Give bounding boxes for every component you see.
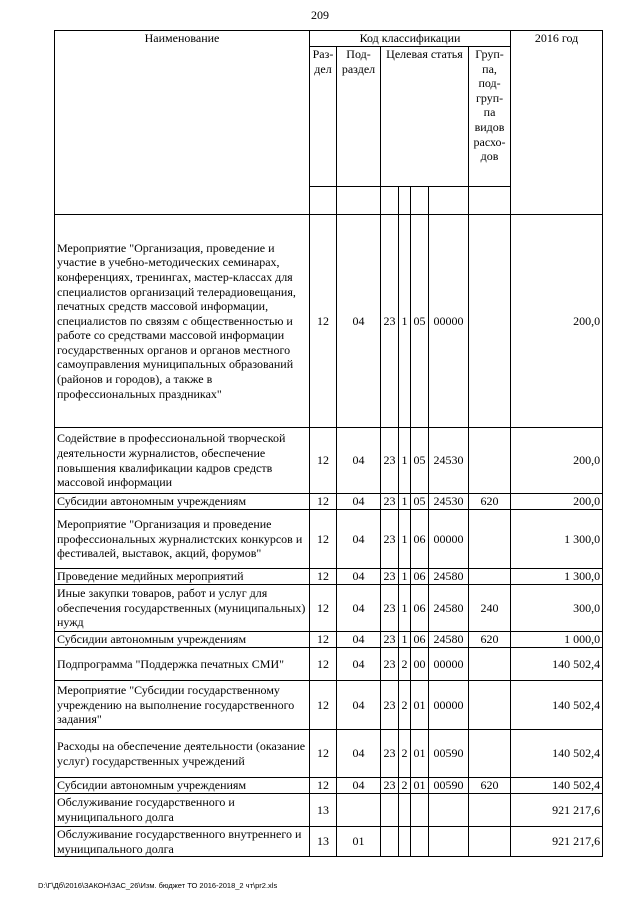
table-row <box>55 827 603 857</box>
row-expense-type: 240 <box>469 585 511 632</box>
row-expense-type: 620 <box>469 778 511 794</box>
row-target-event <box>411 794 429 827</box>
row-target-subprogram: 1 <box>399 585 411 632</box>
row-name: Обслуживание государственного внутреннего и муниципального долга <box>55 827 310 857</box>
row-expense-type <box>469 510 511 569</box>
row-target-subprogram <box>399 827 411 857</box>
budget-table <box>54 30 603 857</box>
row-section: 12 <box>310 494 337 510</box>
row-name: Иные закупки товаров, работ и услуг для обеспечения государственных (муниципальных) нужд <box>55 585 310 632</box>
row-subsection: 04 <box>337 632 381 648</box>
row-target-event <box>411 827 429 857</box>
row-subsection: 01 <box>337 827 381 857</box>
row-target-program: 23 <box>381 428 399 494</box>
table-row <box>55 648 603 681</box>
row-section: 12 <box>310 632 337 648</box>
row-subsection: 04 <box>337 569 381 585</box>
row-target-direction: 00000 <box>429 215 469 428</box>
row-target-event: 00 <box>411 648 429 681</box>
row-subsection: 04 <box>337 428 381 494</box>
row-target-direction: 24580 <box>429 585 469 632</box>
row-section: 12 <box>310 510 337 569</box>
row-section: 12 <box>310 585 337 632</box>
row-amount: 1 300,0 <box>511 510 603 569</box>
row-expense-type <box>469 569 511 585</box>
row-target-direction <box>429 827 469 857</box>
row-target-direction: 24580 <box>429 632 469 648</box>
row-expense-type <box>469 730 511 778</box>
row-target-direction: 00590 <box>429 778 469 794</box>
header-name: Наименование <box>55 31 310 215</box>
row-expense-type: 620 <box>469 632 511 648</box>
row-target-direction: 24580 <box>429 569 469 585</box>
table-row <box>55 510 603 569</box>
row-subsection: 04 <box>337 681 381 730</box>
row-target-direction <box>429 794 469 827</box>
row-target-direction: 00000 <box>429 510 469 569</box>
row-expense-type: 620 <box>469 494 511 510</box>
row-target-direction: 00590 <box>429 730 469 778</box>
header-spacer-cell <box>469 187 511 215</box>
row-amount: 140 502,4 <box>511 778 603 794</box>
table-row <box>55 494 603 510</box>
row-target-subprogram: 2 <box>399 681 411 730</box>
file-path-footer: D:\Г\Дб\2016\ЗАКОН\ЗАС_26\Изм. бюджет ТО 2016-2018_2 чт\pr2.xls <box>38 881 278 890</box>
row-subsection: 04 <box>337 648 381 681</box>
header-target-item: Целевая статья <box>381 47 469 187</box>
row-name: Мероприятие "Субсидии государственному учреждению на выполнение государственного задания" <box>55 681 310 730</box>
row-target-program: 23 <box>381 632 399 648</box>
row-name: Проведение медийных мероприятий <box>55 569 310 585</box>
table-row <box>55 632 603 648</box>
row-target-program: 23 <box>381 681 399 730</box>
row-target-subprogram: 1 <box>399 632 411 648</box>
row-target-program <box>381 794 399 827</box>
row-target-subprogram: 2 <box>399 648 411 681</box>
row-target-direction: 24530 <box>429 494 469 510</box>
row-expense-type <box>469 428 511 494</box>
row-target-event: 06 <box>411 585 429 632</box>
row-target-program: 23 <box>381 215 399 428</box>
row-subsection: 04 <box>337 494 381 510</box>
row-amount: 1 000,0 <box>511 632 603 648</box>
row-name: Обслуживание государственного и муниципального долга <box>55 794 310 827</box>
row-expense-type <box>469 827 511 857</box>
header-spacer-cell <box>310 187 337 215</box>
row-expense-type <box>469 215 511 428</box>
row-amount: 140 502,4 <box>511 730 603 778</box>
row-target-subprogram <box>399 794 411 827</box>
row-section: 12 <box>310 730 337 778</box>
table-body <box>55 215 603 857</box>
row-name: Мероприятие "Организация и проведение профессиональных журналистских конкурсов и фестивалей, выставок, акций, форумов" <box>55 510 310 569</box>
row-amount: 300,0 <box>511 585 603 632</box>
header-classification: Код классификации <box>310 31 511 47</box>
table-row <box>55 215 603 428</box>
header-spacer-cell <box>337 187 381 215</box>
header-expense-group: Груп- па, под- груп- па видов расхо- дов <box>469 47 511 187</box>
header-spacer-cell <box>429 187 469 215</box>
row-amount: 200,0 <box>511 215 603 428</box>
row-target-program: 23 <box>381 648 399 681</box>
row-name: Субсидии автономным учреждениям <box>55 494 310 510</box>
row-section: 12 <box>310 428 337 494</box>
row-name: Содействие в профессиональной творческой деятельности журналистов, обеспечение повышения квалификации кадров средств массовой информации <box>55 428 310 494</box>
header-section: Раз- дел <box>310 47 337 187</box>
page-number: 209 <box>311 8 329 22</box>
row-section: 12 <box>310 648 337 681</box>
header-spacer-cell <box>411 187 429 215</box>
row-section: 13 <box>310 827 337 857</box>
table-row <box>55 569 603 585</box>
row-target-event: 01 <box>411 681 429 730</box>
row-target-event: 05 <box>411 215 429 428</box>
row-target-event: 01 <box>411 778 429 794</box>
row-subsection <box>337 794 381 827</box>
row-target-program: 23 <box>381 494 399 510</box>
row-name: Мероприятие "Организация, проведение и участие в учебно-методических семинарах, конференциях, тренингах, мастер-классах для специалистов организаций телерадиовещания, печатных средств массовой информации, специалистов по связям с общественностью и работе со средствами массовой информации государственных органов и органов местного самоуправления муниципальных образований (районов и городов), а также в профессиональных праздниках" <box>55 215 310 428</box>
header-year: 2016 год <box>511 31 603 215</box>
header-spacer-cell <box>399 187 411 215</box>
header-spacer-cell <box>381 187 399 215</box>
row-subsection: 04 <box>337 730 381 778</box>
table-header <box>55 31 603 215</box>
row-target-subprogram: 1 <box>399 510 411 569</box>
row-subsection: 04 <box>337 585 381 632</box>
row-section: 12 <box>310 215 337 428</box>
row-target-program <box>381 827 399 857</box>
row-name: Подпрограмма "Поддержка печатных СМИ" <box>55 648 310 681</box>
row-amount: 140 502,4 <box>511 681 603 730</box>
row-target-program: 23 <box>381 510 399 569</box>
row-target-program: 23 <box>381 585 399 632</box>
row-name: Субсидии автономным учреждениям <box>55 632 310 648</box>
row-amount: 200,0 <box>511 494 603 510</box>
row-target-event: 05 <box>411 494 429 510</box>
row-amount: 200,0 <box>511 428 603 494</box>
row-target-program: 23 <box>381 730 399 778</box>
row-target-subprogram: 2 <box>399 730 411 778</box>
row-target-program: 23 <box>381 778 399 794</box>
row-target-subprogram: 1 <box>399 569 411 585</box>
row-target-subprogram: 1 <box>399 494 411 510</box>
row-amount: 921 217,6 <box>511 827 603 857</box>
row-subsection: 04 <box>337 215 381 428</box>
table-row <box>55 428 603 494</box>
row-target-subprogram: 1 <box>399 428 411 494</box>
row-amount: 140 502,4 <box>511 648 603 681</box>
row-target-subprogram: 2 <box>399 778 411 794</box>
row-expense-type <box>469 794 511 827</box>
row-name: Расходы на обеспечение деятельности (оказание услуг) государственных учреждений <box>55 730 310 778</box>
row-target-direction: 24530 <box>429 428 469 494</box>
row-subsection: 04 <box>337 510 381 569</box>
table-row <box>55 778 603 794</box>
row-section: 13 <box>310 794 337 827</box>
row-target-direction: 00000 <box>429 681 469 730</box>
row-expense-type <box>469 681 511 730</box>
row-amount: 921 217,6 <box>511 794 603 827</box>
row-section: 12 <box>310 569 337 585</box>
row-target-event: 06 <box>411 632 429 648</box>
row-target-subprogram: 1 <box>399 215 411 428</box>
row-target-event: 01 <box>411 730 429 778</box>
row-target-program: 23 <box>381 569 399 585</box>
row-name: Субсидии автономным учреждениям <box>55 778 310 794</box>
row-section: 12 <box>310 778 337 794</box>
row-target-event: 05 <box>411 428 429 494</box>
row-target-event: 06 <box>411 510 429 569</box>
table-row <box>55 585 603 632</box>
header-subsection: Под- раздел <box>337 47 381 187</box>
table-row <box>55 681 603 730</box>
row-expense-type <box>469 648 511 681</box>
row-subsection: 04 <box>337 778 381 794</box>
table-row <box>55 730 603 778</box>
row-section: 12 <box>310 681 337 730</box>
table-row <box>55 794 603 827</box>
row-amount: 1 300,0 <box>511 569 603 585</box>
row-target-direction: 00000 <box>429 648 469 681</box>
row-target-event: 06 <box>411 569 429 585</box>
